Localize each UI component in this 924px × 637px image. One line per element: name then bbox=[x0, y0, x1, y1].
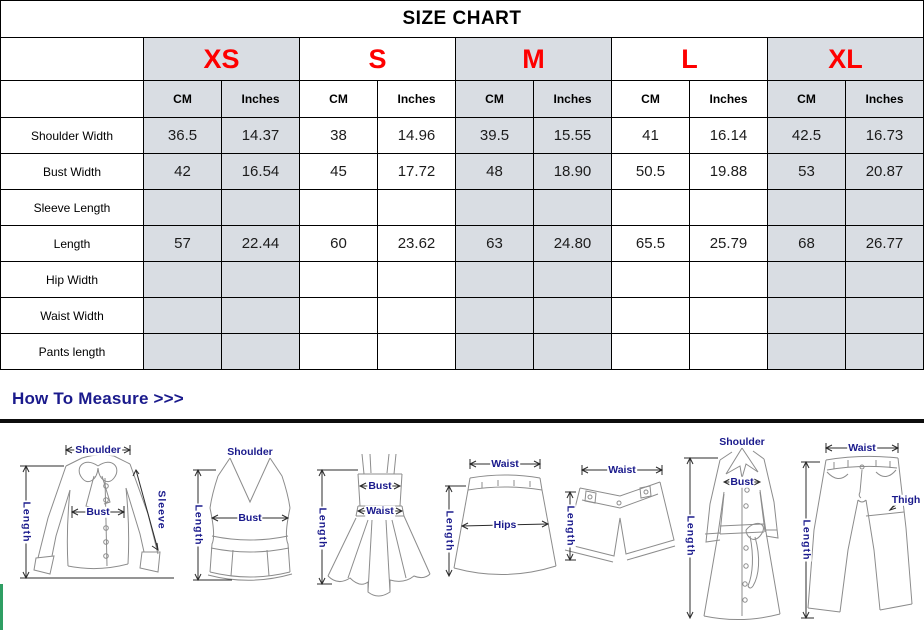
size-header-xl: XL bbox=[768, 38, 924, 81]
value-cell bbox=[222, 190, 300, 226]
measure-heading: How To Measure >>> bbox=[12, 389, 184, 408]
measure-label-length: Length bbox=[564, 505, 577, 547]
garment-coat bbox=[680, 434, 802, 626]
measure-label-shoulder: Shoulder bbox=[719, 435, 765, 448]
value-cell bbox=[534, 298, 612, 334]
row-label: Shoulder Width bbox=[1, 118, 144, 154]
table-row bbox=[1, 334, 924, 370]
value-cell bbox=[612, 190, 690, 226]
measure-label-length: Length bbox=[192, 504, 205, 546]
value-cell: 36.5 bbox=[144, 118, 222, 154]
value-cell bbox=[300, 262, 378, 298]
value-cell bbox=[222, 298, 300, 334]
value-cell bbox=[534, 262, 612, 298]
measure-label-hips: Hips bbox=[493, 518, 517, 531]
value-cell bbox=[456, 262, 534, 298]
value-cell bbox=[300, 298, 378, 334]
value-cell bbox=[690, 262, 768, 298]
unit-header-cm: CM bbox=[456, 81, 534, 118]
measure-label-waist: Waist bbox=[608, 463, 636, 476]
row-label: Waist Width bbox=[1, 298, 144, 334]
row-label: Sleeve Length bbox=[1, 190, 144, 226]
unit-header-inches: Inches bbox=[534, 81, 612, 118]
title-row bbox=[1, 1, 924, 38]
value-cell: 22.44 bbox=[222, 226, 300, 262]
garment-pants bbox=[800, 440, 922, 626]
value-cell: 45 bbox=[300, 154, 378, 190]
value-cell bbox=[768, 298, 846, 334]
measure-label-length: Length bbox=[684, 515, 697, 557]
value-cell bbox=[846, 298, 924, 334]
dress-sketch-icon bbox=[314, 450, 444, 600]
value-cell bbox=[378, 334, 456, 370]
value-cell: 42.5 bbox=[768, 118, 846, 154]
value-cell bbox=[456, 334, 534, 370]
value-cell bbox=[768, 262, 846, 298]
value-cell: 14.37 bbox=[222, 118, 300, 154]
garment-dress bbox=[314, 450, 444, 600]
value-cell: 18.90 bbox=[534, 154, 612, 190]
value-cell bbox=[690, 334, 768, 370]
measure-label-waist: Waist bbox=[366, 504, 394, 517]
value-cell: 48 bbox=[456, 154, 534, 190]
value-cell: 14.96 bbox=[378, 118, 456, 154]
value-cell bbox=[690, 298, 768, 334]
garment-tank-top bbox=[188, 444, 310, 594]
value-cell: 16.73 bbox=[846, 118, 924, 154]
row-label: Hip Width bbox=[1, 262, 144, 298]
value-cell: 24.80 bbox=[534, 226, 612, 262]
pants-sketch-icon bbox=[800, 440, 922, 626]
unit-header-cm: CM bbox=[768, 81, 846, 118]
table-row bbox=[1, 118, 924, 154]
row-label: Pants length bbox=[1, 334, 144, 370]
value-cell bbox=[846, 262, 924, 298]
unit-header-cm: CM bbox=[300, 81, 378, 118]
measure-label-bust: Bust bbox=[238, 511, 262, 524]
measure-label-bust: Bust bbox=[86, 505, 110, 518]
value-cell bbox=[768, 190, 846, 226]
how-to-measure-diagrams bbox=[0, 430, 924, 637]
value-cell: 41 bbox=[612, 118, 690, 154]
unit-header-inches: Inches bbox=[690, 81, 768, 118]
size-header-s: S bbox=[300, 38, 456, 81]
corner-cell bbox=[1, 81, 144, 118]
unit-header-inches: Inches bbox=[222, 81, 300, 118]
shorts-sketch-icon bbox=[562, 462, 680, 577]
value-cell bbox=[144, 262, 222, 298]
value-cell: 68 bbox=[768, 226, 846, 262]
measure-label-length: Length bbox=[316, 507, 329, 549]
value-cell bbox=[846, 334, 924, 370]
table-row bbox=[1, 262, 924, 298]
row-label: Bust Width bbox=[1, 154, 144, 190]
value-cell bbox=[534, 334, 612, 370]
measure-label-length: Length bbox=[20, 501, 33, 543]
measure-label-sleeve: Sleeve bbox=[155, 490, 168, 530]
value-cell: 42 bbox=[144, 154, 222, 190]
section-divider bbox=[0, 419, 924, 423]
value-cell bbox=[222, 334, 300, 370]
value-cell bbox=[534, 190, 612, 226]
value-cell bbox=[144, 190, 222, 226]
measure-label-thigh: Thigh bbox=[891, 493, 921, 506]
value-cell bbox=[612, 334, 690, 370]
value-cell: 23.62 bbox=[378, 226, 456, 262]
value-cell bbox=[456, 298, 534, 334]
row-label: Length bbox=[1, 226, 144, 262]
value-cell: 19.88 bbox=[690, 154, 768, 190]
value-cell: 16.14 bbox=[690, 118, 768, 154]
value-cell: 25.79 bbox=[690, 226, 768, 262]
size-header-row bbox=[1, 38, 924, 81]
table-row bbox=[1, 154, 924, 190]
garment-shorts bbox=[562, 462, 680, 577]
measure-label-waist: Waist bbox=[848, 441, 876, 454]
unit-header-inches: Inches bbox=[378, 81, 456, 118]
green-edge-artifact bbox=[0, 584, 3, 630]
value-cell: 65.5 bbox=[612, 226, 690, 262]
value-cell: 16.54 bbox=[222, 154, 300, 190]
table-row bbox=[1, 190, 924, 226]
size-header-m: M bbox=[456, 38, 612, 81]
measure-label-shoulder: Shoulder bbox=[75, 443, 121, 456]
measure-label-bust: Bust bbox=[368, 479, 392, 492]
value-cell bbox=[456, 190, 534, 226]
value-cell bbox=[222, 262, 300, 298]
size-header-l: L bbox=[612, 38, 768, 81]
garment-blouse bbox=[12, 440, 182, 595]
measure-label-length: Length bbox=[800, 519, 813, 561]
value-cell: 50.5 bbox=[612, 154, 690, 190]
value-cell: 53 bbox=[768, 154, 846, 190]
value-cell: 60 bbox=[300, 226, 378, 262]
unit-header-row bbox=[1, 81, 924, 118]
table-row bbox=[1, 298, 924, 334]
value-cell bbox=[690, 190, 768, 226]
coat-sketch-icon bbox=[680, 434, 802, 626]
measure-label-shoulder: Shoulder bbox=[227, 445, 273, 458]
value-cell: 26.77 bbox=[846, 226, 924, 262]
value-cell bbox=[378, 298, 456, 334]
measure-label-length: Length bbox=[443, 510, 456, 552]
value-cell: 57 bbox=[144, 226, 222, 262]
value-cell: 38 bbox=[300, 118, 378, 154]
value-cell bbox=[378, 190, 456, 226]
value-cell: 39.5 bbox=[456, 118, 534, 154]
value-cell bbox=[768, 334, 846, 370]
table-row bbox=[1, 226, 924, 262]
value-cell bbox=[846, 190, 924, 226]
value-cell bbox=[300, 334, 378, 370]
size-header-xs: XS bbox=[144, 38, 300, 81]
value-cell bbox=[612, 298, 690, 334]
value-cell: 15.55 bbox=[534, 118, 612, 154]
page-title: SIZE CHART bbox=[1, 1, 924, 38]
value-cell: 17.72 bbox=[378, 154, 456, 190]
value-cell: 20.87 bbox=[846, 154, 924, 190]
measure-label-bust: Bust bbox=[730, 475, 754, 488]
measure-label-waist: Waist bbox=[491, 457, 519, 470]
value-cell: 63 bbox=[456, 226, 534, 262]
value-cell bbox=[612, 262, 690, 298]
garment-skirt bbox=[444, 456, 564, 586]
value-cell bbox=[144, 334, 222, 370]
value-cell bbox=[144, 298, 222, 334]
value-cell bbox=[300, 190, 378, 226]
unit-header-inches: Inches bbox=[846, 81, 924, 118]
corner-cell bbox=[1, 38, 144, 81]
value-cell bbox=[378, 262, 456, 298]
unit-header-cm: CM bbox=[612, 81, 690, 118]
unit-header-cm: CM bbox=[144, 81, 222, 118]
